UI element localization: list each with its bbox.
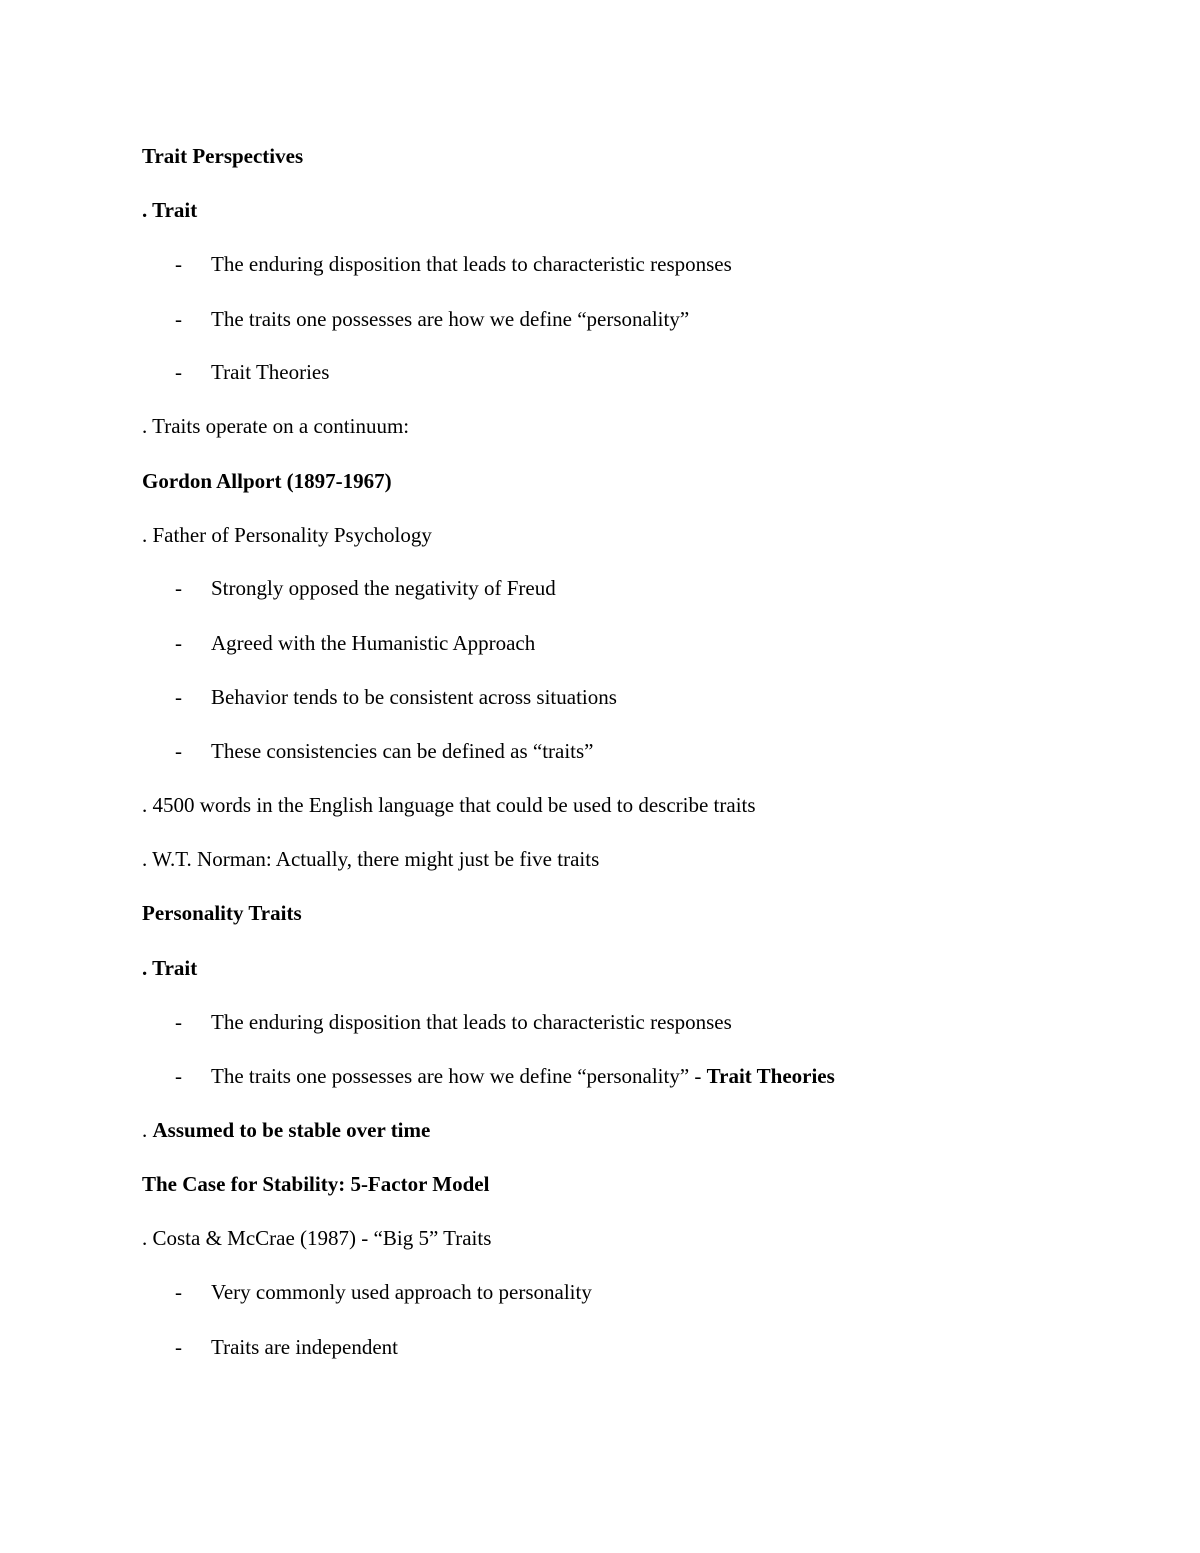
dash-marker: -	[175, 307, 182, 331]
sub-item-consistencies-traits: These consistencies can be defined as “traits”	[211, 739, 594, 763]
bullet-wt-norman: . W.T. Norman: Actually, there might just be five traits	[142, 847, 600, 871]
dash-marker: -	[175, 739, 182, 763]
bullet-trait-2: . Trait	[142, 956, 198, 980]
sub-item-traits-define-personality-2	[211, 1063, 835, 1089]
sub-item-enduring-disposition-2: The enduring disposition that leads to characteristic responses	[211, 1010, 732, 1034]
sub-item-humanistic-approach: Agreed with the Humanistic Approach	[211, 631, 536, 655]
sub-item-opposed-freud: Strongly opposed the negativity of Freud	[211, 576, 556, 600]
bullet-costa-mccrae: . Costa & McCrae (1987) - “Big 5” Traits	[142, 1226, 492, 1250]
bullet-prefix: .	[142, 1118, 153, 1142]
bullet-traits-continuum: . Traits operate on a continuum:	[142, 414, 410, 438]
dash-marker: -	[175, 360, 182, 384]
sub-item-text: The traits one possesses are how we define “personality” -	[211, 1064, 702, 1088]
sub-item-trait-theories: Trait Theories	[211, 360, 330, 384]
dash-marker: -	[175, 252, 182, 276]
dash-marker: -	[175, 685, 182, 709]
sub-item-enduring-disposition: The enduring disposition that leads to characteristic responses	[211, 252, 732, 276]
sub-item-traits-define-personality: The traits one possesses are how we define “personality”	[211, 307, 690, 331]
heading-trait-perspectives: Trait Perspectives	[142, 144, 304, 168]
dash-marker: -	[175, 1335, 182, 1359]
trait-theories-emphasis: Trait Theories	[706, 1064, 835, 1088]
heading-personality-traits: Personality Traits	[142, 901, 302, 925]
sub-item-behavior-consistent: Behavior tends to be consistent across situations	[211, 685, 617, 709]
heading-gordon-allport: Gordon Allport (1897-1967)	[142, 469, 392, 493]
dash-marker: -	[175, 1280, 182, 1304]
bullet-father-personality-psychology: . Father of Personality Psychology	[142, 523, 432, 547]
sub-item-traits-independent: Traits are independent	[211, 1335, 399, 1359]
bullet-trait: . Trait	[142, 198, 198, 222]
heading-case-for-stability: The Case for Stability: 5-Factor Model	[142, 1172, 490, 1196]
bullet-assumed-stable	[142, 1117, 430, 1143]
bullet-4500-words: . 4500 words in the English language that could be used to describe traits	[142, 793, 756, 817]
dash-marker: -	[175, 631, 182, 655]
dash-marker: -	[175, 1064, 182, 1088]
dash-marker: -	[175, 576, 182, 600]
assumed-stable-text: Assumed to be stable over time	[152, 1118, 431, 1142]
sub-item-commonly-used: Very commonly used approach to personality	[211, 1280, 592, 1304]
dash-marker: -	[175, 1010, 182, 1034]
